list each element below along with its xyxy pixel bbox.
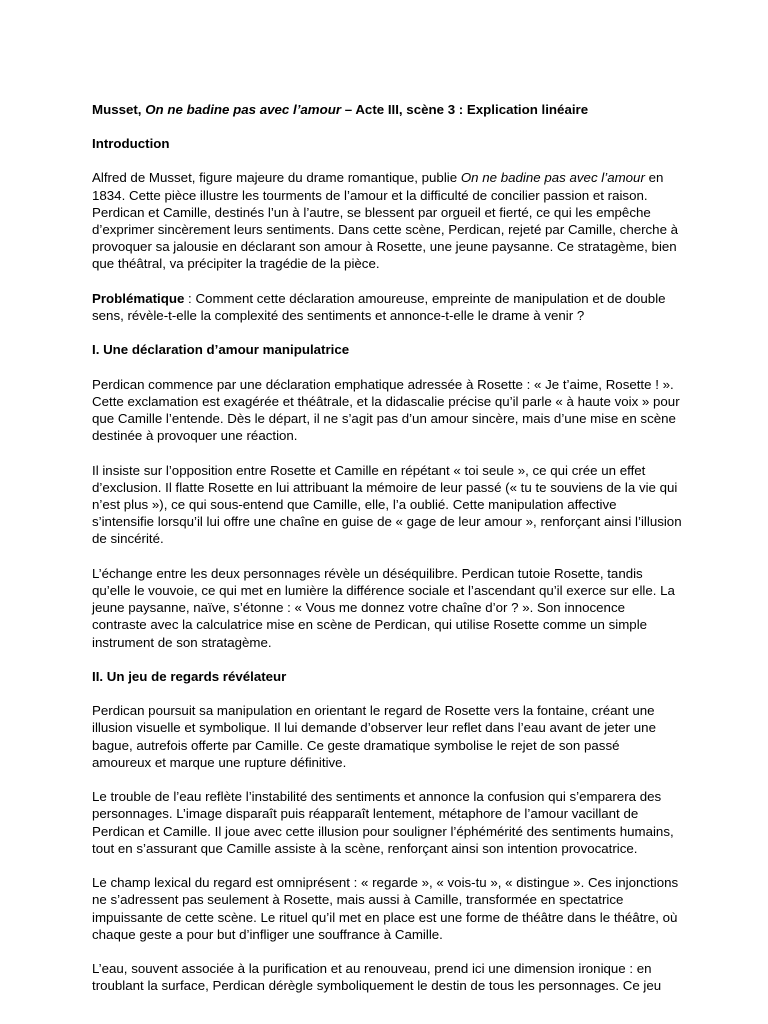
document-page: [92, 101, 682, 1012]
section1-heading: I. Une déclaration d’amour manipulatrice: [92, 342, 350, 358]
document-title: [92, 101, 682, 118]
title-play-name: On ne badine pas avec l’amour: [145, 102, 342, 117]
introduction-heading: Introduction: [92, 136, 170, 152]
section2-paragraph-2: Le trouble de l’eau reflète l’instabilité des sentiments et annonce la confusion qui s’emparera des personnages. L’image disparaît puis réapparaît lentement, métaphore de l’amour vacillant de Perdican et Camille. Il joue avec cette illusion pour souligner l’éphémérité des sentiments humains, tout en s’assurant que Camille assiste à la scène, renforçant ainsi son intention provocatrice.: [92, 789, 674, 856]
problematique-label: Problématique: [92, 290, 185, 306]
problematique-text: : Comment cette déclaration amoureuse, empreinte de manipulation et de double sens, révèle-t-elle la complexité des sentiments et annonce-t-elle le drame à venir ?: [92, 290, 666, 324]
title-prefix: Musset,: [92, 102, 146, 117]
title-suffix: – Acte III, scène 3 : Explication linéaire: [341, 102, 589, 117]
intro-paragraph: [92, 169, 682, 272]
section2-paragraph-1: Perdican poursuit sa manipulation en orientant le regard de Rosette vers la fontaine, créant une illusion visuelle et symbolique. Il lui demande d’observer leur reflet dans l’eau avant de jeter une bague, autrefois offerte par Camille. Ce geste dramatique symbolise le rejet de son passé amoureux et marque une rupture définitive.: [92, 703, 656, 770]
section1-paragraph-1: Perdican commence par une déclaration emphatique adressée à Rosette : « Je t’aime, Rosette ! ». Cette exclamation est exagérée et théâtrale, et la didascalie précise qu’il parle « à haute voix » pour que Camille l’entende. Dès le départ, il ne s’agit pas d’un amour sincère, mais d’une mise en scène destinée à provoquer une réaction.: [92, 376, 680, 444]
intro-text-end: en 1834. Cette pièce illustre les tourments de l’amour et la difficulté de concilier passion et raison. Perdican et Camille, destinés l’un à l’autre, se blessent par orgueil et fierté, ce qui les empêche d’exprimer sincèrement leurs sentiments. Dans cette scène, Perdican, rejeté par Camille, cherche à provoquer sa jalousie en déclarant son amour à Rosette, une jeune paysanne. Ce stratagème, bien que théâtral, va précipiter la tragédie de la pièce.: [92, 170, 679, 272]
section2-paragraph-4: L’eau, souvent associée à la purification et au renouveau, prend ici une dimension ironique : en troublant la surface, Perdican dérègle symboliquement le destin de tous les personnages. Ce jeu: [92, 961, 662, 994]
problematique-paragraph: [92, 290, 682, 324]
intro-play-name: On ne badine pas avec l’amour: [460, 170, 645, 186]
intro-text-start: Alfred de Musset, figure majeure du drame romantique, publie: [92, 170, 461, 186]
section1-paragraph-2: Il insiste sur l’opposition entre Rosette et Camille en répétant « toi seule », ce qui crée un effet d’exclusion. Il flatte Rosette en lui attribuant la mémoire de leur passé (« tu te souviens de la vie qui n’est plus »), ce qui sous-entend que Camille, elle, l’a oublié. Cette manipulation affective s’intensifie lorsqu’il lui offre une chaîne en guise de « gage de leur amour », renforçant ainsi l’illusion de sincérité.: [92, 462, 682, 547]
section2-heading: II. Un jeu de regards révélateur: [92, 669, 287, 685]
section1-paragraph-3: L’échange entre les deux personnages révèle un déséquilibre. Perdican tutoie Rosette, tandis qu’elle le vouvoie, ce qui met en lumière la différence sociale et l’ascendant qu’il exerce sur elle. La jeune paysanne, naïve, s’étonne : « Vous me donnez votre chaîne d’or ? ». Son innocence contraste avec la calculatrice mise en scène de Perdican, qui utilise Rosette comme un simple instrument de son stratagème.: [92, 565, 675, 650]
section2-paragraph-3: Le champ lexical du regard est omniprésent : « regarde », « vois-tu », « distingue ». Ces injonctions ne s’adressent pas seulement à Rosette, mais aussi à Camille, transformée en spectatrice impuissante de cette scène. Le rituel qu’il met en place est une forme de théâtre dans le théâtre, où chaque geste a pour but d’infliger une souffrance à Camille.: [92, 875, 679, 942]
